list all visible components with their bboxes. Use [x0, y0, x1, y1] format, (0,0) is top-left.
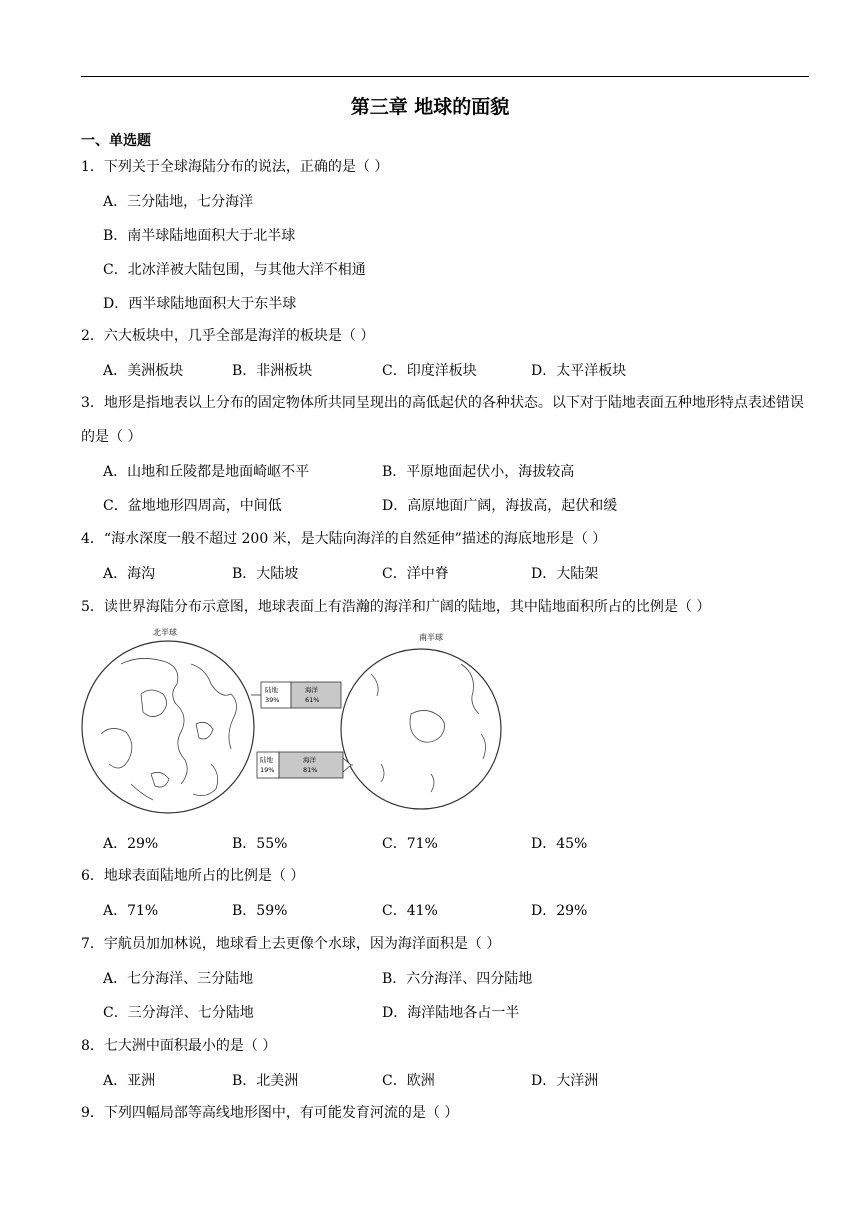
- question-7-option-d[interactable]: D．海洋陆地各占一半: [382, 1005, 520, 1021]
- question-6-option-d[interactable]: D．29%: [531, 903, 588, 919]
- hemisphere-diagram: [81, 624, 681, 819]
- south-hemisphere-label: 南半球: [419, 633, 443, 642]
- question-8-option-a[interactable]: A．亚洲: [103, 1073, 156, 1089]
- question-5-option-d[interactable]: D．45%: [531, 836, 588, 852]
- question-5-option-b[interactable]: B．55%: [232, 836, 288, 852]
- question-8-stem: 8．七大洲中面积最小的是（ ）: [81, 1038, 277, 1054]
- question-6-option-c[interactable]: C．41%: [382, 903, 438, 919]
- question-2-option-a[interactable]: A．美洲板块: [103, 363, 184, 379]
- question-5-option-c[interactable]: C．71%: [382, 836, 438, 852]
- question-1-option-c[interactable]: C．北冰洋被大陆包围，与其他大洋不相通: [103, 262, 366, 278]
- question-5-option-a[interactable]: A．29%: [103, 836, 159, 852]
- north-sea-pct: 61%: [305, 696, 320, 704]
- question-2-option-b[interactable]: B．非洲板块: [232, 363, 313, 379]
- question-1-option-b[interactable]: B．南半球陆地面积大于北半球: [103, 228, 296, 244]
- question-8-option-b[interactable]: B．北美洲: [232, 1073, 299, 1089]
- question-3-option-d[interactable]: D．高原地面广阔，海拔高，起伏和缓: [382, 498, 618, 514]
- header-rule: [81, 76, 809, 77]
- question-4-option-b[interactable]: B．大陆坡: [232, 566, 299, 582]
- south-land-pct: 19%: [260, 766, 275, 774]
- south-sea-label: 海洋: [303, 756, 316, 764]
- north-sea-label: 海洋: [305, 686, 318, 694]
- question-7-stem: 7．宇航员加加林说，地球看上去更像个水球，因为海洋面积是（ ）: [81, 936, 501, 952]
- north-hemisphere-globe: [82, 641, 254, 813]
- south-ratio-box: [257, 752, 353, 778]
- question-3-stem: 3．地形是指地表以上分布的固定物体所共同呈现出的高低起伏的各种状态。以下对于陆地表面五种地形特点表述错误的是（ ）: [81, 395, 804, 445]
- question-7-option-c[interactable]: C．三分海洋、七分陆地: [103, 1005, 254, 1021]
- question-9-stem: 9．下列四幅局部等高线地形图中，有可能发育河流的是（ ）: [81, 1105, 459, 1121]
- north-land-label: 陆地: [265, 686, 278, 694]
- question-4-option-a[interactable]: A．海沟: [103, 566, 156, 582]
- north-land-pct: 39%: [265, 696, 280, 704]
- south-hemisphere-globe: [341, 649, 501, 809]
- south-land-label: 陆地: [260, 756, 273, 764]
- question-2-option-c[interactable]: C．印度洋板块: [382, 363, 477, 379]
- north-ratio-box: [251, 682, 341, 708]
- question-8-option-d[interactable]: D．大洋洲: [531, 1073, 599, 1089]
- question-3-option-c[interactable]: C．盆地地形四周高，中间低: [103, 498, 282, 514]
- question-7-option-b[interactable]: B．六分海洋、四分陆地: [382, 971, 533, 987]
- question-7-option-a[interactable]: A．七分海洋、三分陆地: [103, 971, 254, 987]
- question-4-option-d[interactable]: D．大陆架: [531, 566, 599, 582]
- question-6-stem: 6．地球表面陆地所占的比例是（ ）: [81, 868, 305, 884]
- hemisphere-figure: [81, 624, 681, 819]
- question-8-option-c[interactable]: C．欧洲: [382, 1073, 435, 1089]
- question-3-option-a[interactable]: A．山地和丘陵都是地面崎岖不平: [103, 464, 310, 480]
- question-5-stem: 5．读世界海陆分布示意图，地球表面上有浩瀚的海洋和广阔的陆地，其中陆地面积所占的比例是（ ）: [81, 599, 711, 615]
- section-heading: 一、单选题: [81, 133, 151, 149]
- question-1-option-a[interactable]: A．三分陆地，七分海洋: [103, 194, 254, 210]
- question-4-option-c[interactable]: C．洋中脊: [382, 566, 449, 582]
- page-title: 第三章 地球的面貌: [350, 96, 510, 118]
- question-4-stem: 4．“海水深度一般不超过 200 米，是大陆向海洋的自然延伸”描述的海底地形是（ ）: [81, 531, 607, 547]
- question-6-option-a[interactable]: A．71%: [103, 903, 159, 919]
- question-2-option-d[interactable]: D．太平洋板块: [531, 363, 627, 379]
- north-hemisphere-label: 北半球: [153, 628, 177, 637]
- question-3-option-b[interactable]: B．平原地面起伏小，海拔较高: [382, 464, 575, 480]
- question-6-option-b[interactable]: B．59%: [232, 903, 288, 919]
- question-1-stem: 1．下列关于全球海陆分布的说法，正确的是（ ）: [81, 159, 389, 175]
- question-1-option-d[interactable]: D．西半球陆地面积大于东半球: [103, 296, 297, 312]
- south-sea-pct: 81%: [303, 766, 318, 774]
- question-2-stem: 2．六大板块中，几乎全部是海洋的板块是（ ）: [81, 328, 375, 344]
